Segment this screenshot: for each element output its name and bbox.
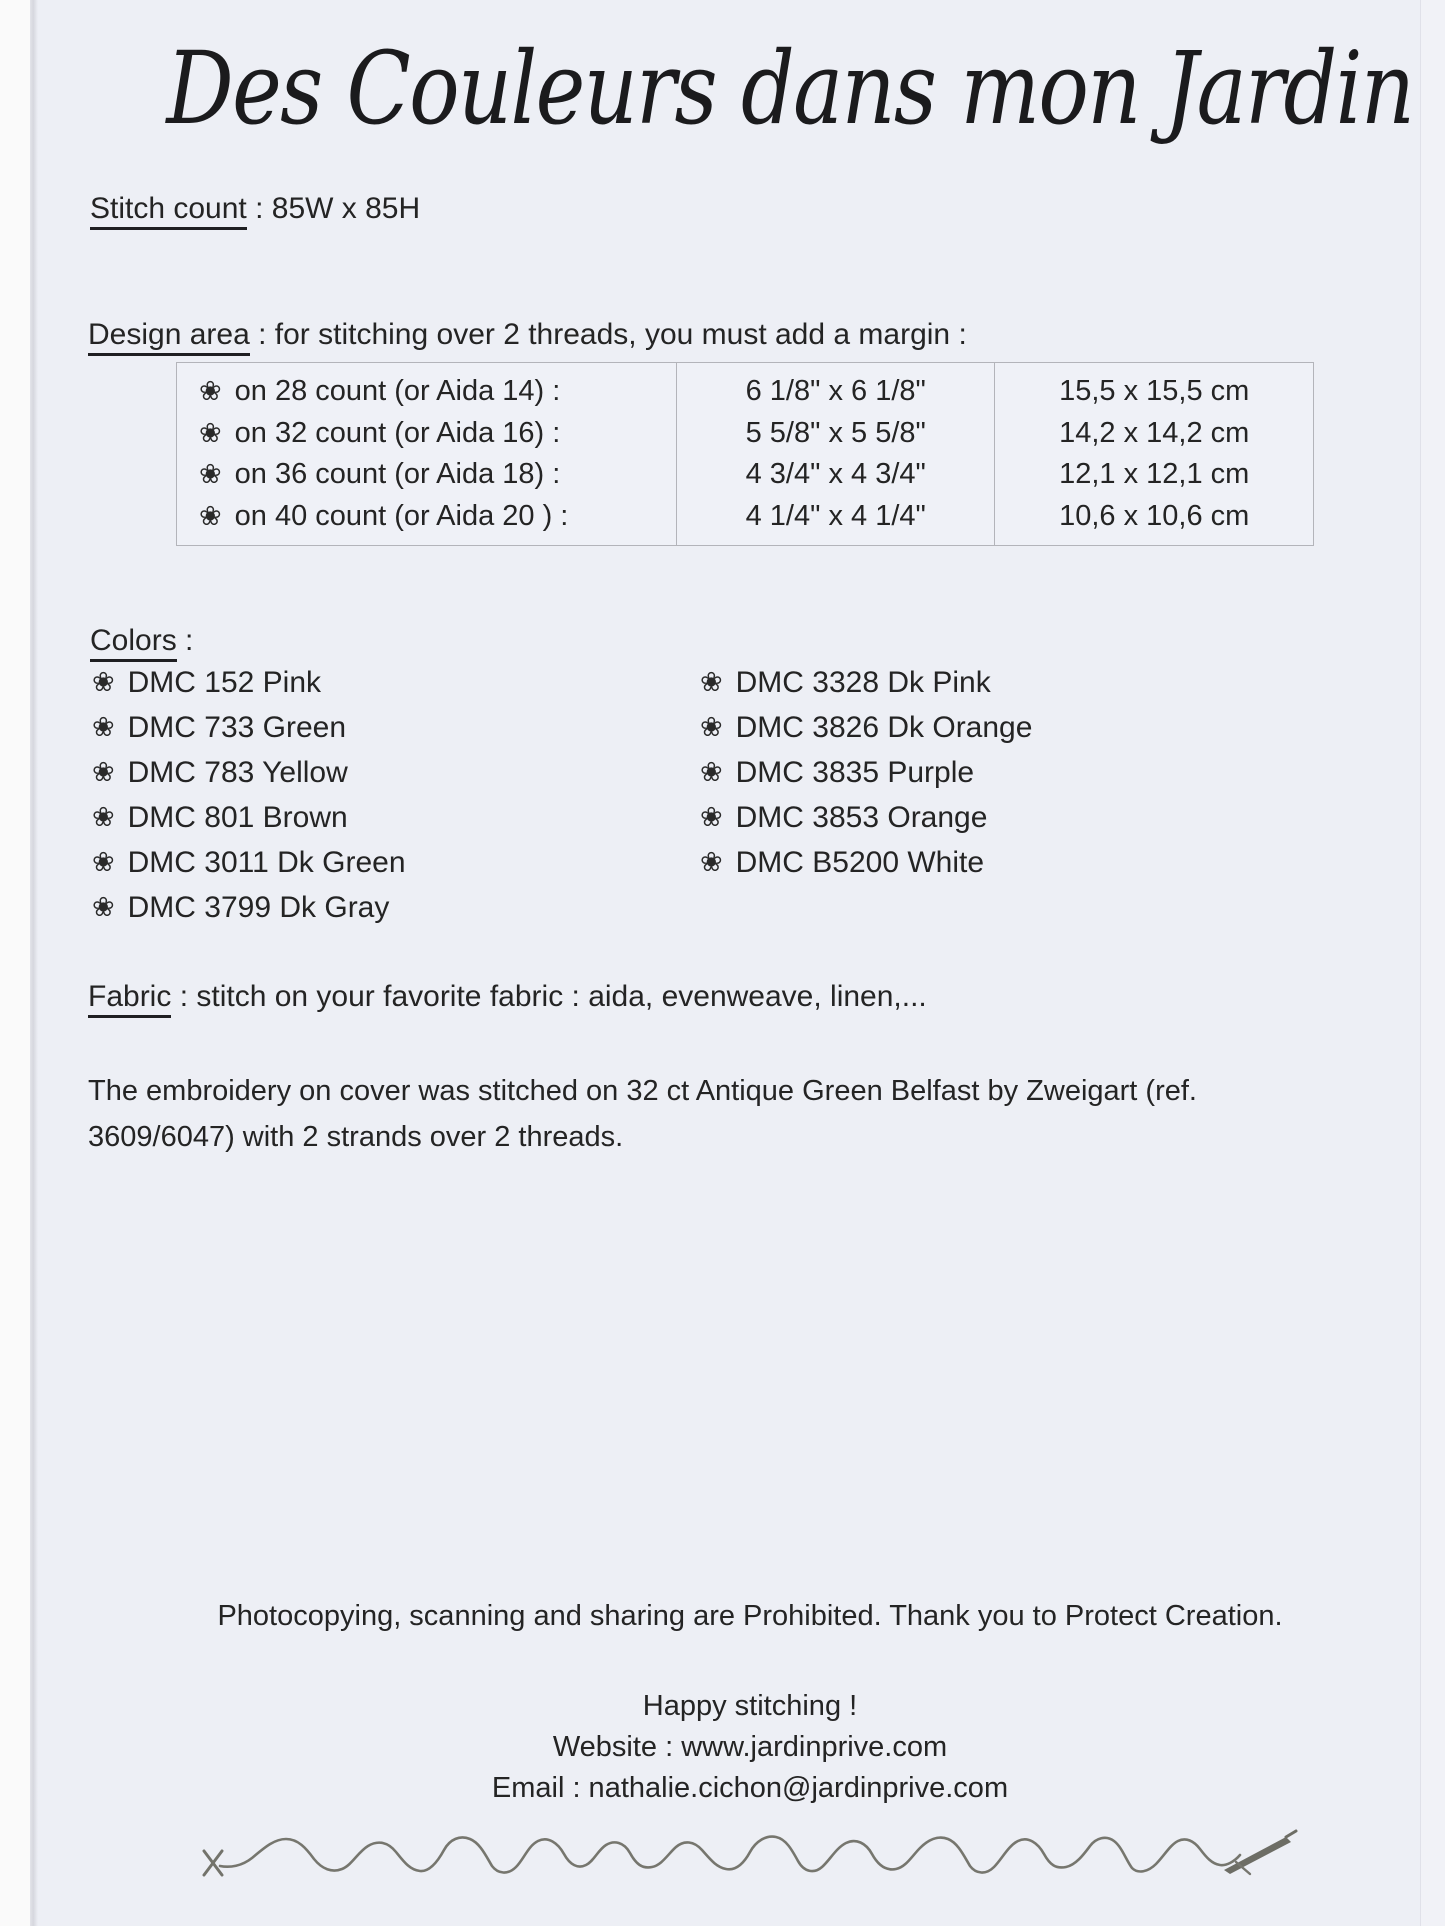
flower-bullet-icon: ❀ (92, 667, 115, 697)
table-row (177, 500, 676, 533)
flower-bullet-icon: ❀ (700, 712, 723, 742)
color-list-item (700, 660, 1032, 705)
design-area-line (88, 318, 967, 352)
color-name: DMC 152 Pink (127, 665, 322, 699)
inches-cell: 4 3/4" x 4 3/4" (745, 458, 926, 491)
cm-cell: 10,6 x 10,6 cm (1059, 499, 1250, 532)
flower-bullet-icon: ❀ (700, 847, 723, 877)
cover-note: The embroidery on cover was stitched on 32 ct Antique Green Belfast by Zweigart (ref. 3609/6047) with 2 strands over 2 threads. (88, 1075, 1197, 1153)
color-list-left (92, 660, 406, 930)
color-name: DMC B5200 White (735, 845, 985, 879)
color-name: DMC 3835 Purple (735, 755, 975, 789)
color-name: DMC 783 Yellow (127, 755, 348, 789)
fabric-cell: on 40 count (or Aida 20 ) : (234, 499, 569, 532)
email-line: Email : nathalie.cichon@jardinprive.com (491, 1772, 1009, 1804)
flower-bullet-icon: ❀ (92, 712, 115, 742)
inches-cell: 6 1/8" x 6 1/8" (745, 375, 926, 408)
color-list-item (700, 750, 1032, 795)
colors-label: Colors (90, 624, 177, 662)
color-name: DMC 733 Green (127, 710, 347, 744)
table-column-fabric (177, 363, 676, 545)
x-stitch-icon (204, 1851, 222, 1875)
flower-bullet-icon: ❀ (199, 417, 222, 448)
color-name: DMC 3826 Dk Orange (735, 710, 1033, 744)
design-area-label: Design area (88, 318, 250, 356)
cm-cell: 14,2 x 14,2 cm (1059, 416, 1250, 449)
color-list-item (92, 885, 406, 930)
fabric-cell: on 36 count (or Aida 18) : (234, 458, 561, 491)
closing-block (45, 1686, 1445, 1809)
fabric-label: Fabric (88, 980, 171, 1018)
color-list-item (92, 660, 406, 705)
color-name: DMC 801 Brown (127, 800, 348, 834)
flower-bullet-icon: ❀ (92, 847, 115, 877)
stitch-count-label: Stitch count (90, 192, 247, 230)
design-area-table (176, 362, 1314, 546)
inches-cell: 5 5/8" x 5 5/8" (745, 416, 926, 449)
design-area-note: : for stitching over 2 threads, you must add a margin : (249, 318, 967, 351)
page-title: Des Couleurs dans mon Jardin (166, 30, 1414, 147)
fabric-cell: on 28 count (or Aida 14) : (234, 375, 561, 408)
needle-icon (1224, 1831, 1296, 1874)
flower-bullet-icon: ❀ (92, 892, 115, 922)
cm-cell: 15,5 x 15,5 cm (1059, 375, 1250, 408)
table-row (177, 375, 676, 408)
flower-bullet-icon: ❀ (199, 376, 222, 407)
color-name: DMC 3853 Orange (735, 800, 988, 834)
flower-bullet-icon: ❀ (199, 500, 222, 531)
colors-heading (90, 624, 193, 658)
flower-bullet-icon: ❀ (92, 757, 115, 787)
table-row (177, 458, 676, 491)
page-fold-line (30, 0, 38, 1926)
color-list-item (92, 840, 406, 885)
website-line: Website : www.jardinprive.com (552, 1731, 948, 1763)
color-list-item (700, 840, 1032, 885)
cm-cell: 12,1 x 12,1 cm (1059, 458, 1250, 491)
colors-colon: : (176, 624, 194, 657)
color-list-item (92, 750, 406, 795)
color-list-right (700, 660, 1032, 885)
flower-bullet-icon: ❀ (700, 757, 723, 787)
closing-message: Happy stitching ! (642, 1690, 858, 1722)
flower-bullet-icon: ❀ (199, 459, 222, 490)
color-list-item (700, 705, 1032, 750)
flower-bullet-icon: ❀ (92, 802, 115, 832)
table-column-cm (994, 363, 1313, 545)
color-name: DMC 3799 Dk Gray (127, 890, 390, 924)
inches-cell: 4 1/4" x 4 1/4" (745, 499, 926, 532)
fabric-line (88, 980, 927, 1014)
color-name: DMC 3011 Dk Green (127, 845, 406, 879)
flower-bullet-icon: ❀ (700, 667, 723, 697)
thread-wave (220, 1837, 1240, 1873)
color-name: DMC 3328 Dk Pink (735, 665, 991, 699)
stitch-wave-decoration (192, 1822, 1302, 1887)
flower-bullet-icon: ❀ (700, 802, 723, 832)
color-list-item (700, 795, 1032, 840)
page-left-edge (0, 0, 30, 1926)
table-row (177, 417, 676, 450)
table-column-inches (676, 363, 995, 545)
stitch-count-value: : 85W x 85H (246, 192, 421, 225)
fabric-text: : stitch on your favorite fabric : aida, evenweave, linen,... (171, 980, 927, 1013)
copyright-notice: Photocopying, scanning and sharing are Prohibited. Thank you to Protect Creation. (217, 1600, 1283, 1632)
color-list-item (92, 795, 406, 840)
stitch-count-line (90, 192, 420, 226)
page-right-edge (1420, 0, 1445, 1926)
fabric-cell: on 32 count (or Aida 16) : (234, 416, 561, 449)
color-list-item (92, 705, 406, 750)
